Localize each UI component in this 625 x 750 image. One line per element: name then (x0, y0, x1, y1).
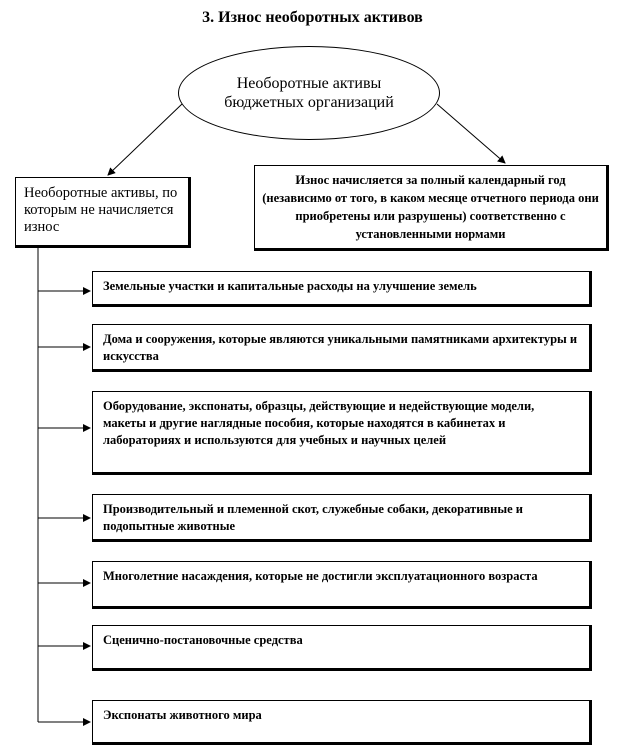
root-node-label: Необоротные активы бюджетных организаций (224, 75, 394, 111)
no-depreciation-assets-label: Необоротные активы, по которым не начисляется износ (24, 185, 178, 235)
item-label: Земельные участки и капитальные расходы на улучшение земель (103, 279, 477, 293)
item-label: Экспонаты животного мира (103, 708, 262, 722)
item-label: Многолетние насаждения, которые не достигли эксплуатационного возраста (103, 569, 538, 583)
page-title: 3. Износ необоротных активов (202, 9, 423, 26)
item-label: Сценично-постановочные средства (103, 633, 303, 647)
arrow-to-left-box (108, 104, 182, 175)
depreciation-rule-label: Износ начисляется за полный календарный год (независимо от того, в каком месяце отчетного периода они приобретены или разрушены) соответственно с установленными нормами (262, 173, 599, 241)
item-label: Дома и сооружения, которые являются уникальными памятниками архитектуры и искусства (103, 332, 578, 363)
item-label: Оборудование, экспонаты, образцы, действующие и недействующие модели, макеты и другие наглядные пособия, которые находятся в кабинетах и лабораториях и используются для учебных и научных целей (103, 399, 535, 447)
item-label: Производительный и племенной скот, служебные собаки, декоративные и подопытные животные (103, 502, 523, 533)
arrow-to-right-box (437, 104, 505, 163)
